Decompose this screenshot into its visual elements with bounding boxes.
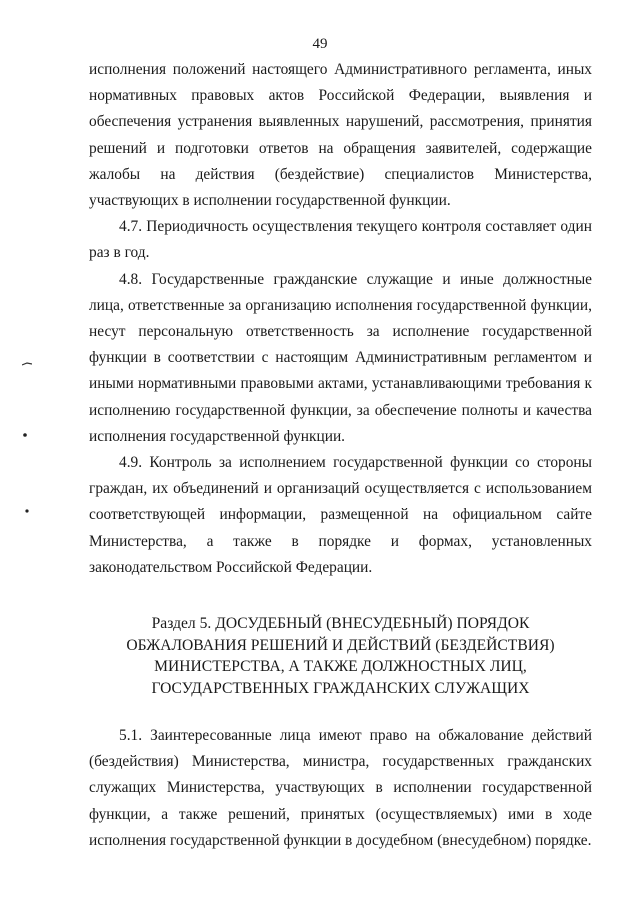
- paragraph-4-7: 4.7. Периодичность осуществления текущего контроля составляет один раз в год.: [89, 218, 592, 262]
- paragraph-4-8: 4.8. Государственные гражданские служащие и иные должностные лица, ответственные за организацию исполнения государственной функции, несут персональную ответственность за исполнение государственной функции в соответствии с настоящим Административным регламентом и иными нормативными правовыми актами, устанавливающими требования к исполнению государственной функции, за обеспечение полноты и качества исполнения государственной функции.: [89, 270, 592, 445]
- scan-mark: [24, 508, 30, 514]
- scan-mark: [22, 361, 32, 367]
- paragraph-continued: исполнения положений настоящего Административного регламента, иных нормативных правовых актов Российской Федерации, выявления и обеспечения устранения выявленных нарушений, рассмотрения, принятия решений и подготовки ответов на обращения заявителей, содержащие жалобы на действия (бездействие) специалистов Министерства, участвующих в исполнении государственной функции.: [89, 61, 592, 210]
- section-5-heading: [89, 613, 592, 699]
- section-heading-line: ОБЖАЛОВАНИЯ РЕШЕНИЙ И ДЕЙСТВИЙ (БЕЗДЕЙСТВИЯ): [126, 636, 555, 654]
- paragraph-5-1: 5.1. Заинтересованные лица имеют право на обжалование действий (бездействия) Министерства, министра, государственных гражданских служащих Министерства, участвующих в исполнении государственной функции, а также решений, принятых (осуществляемых) ими в ходе исполнения государственной функции в досудебном (внесудебном) порядке.: [89, 727, 592, 849]
- page-number: 49: [312, 36, 328, 52]
- scan-mark: [22, 432, 28, 438]
- section-heading-line: ГОСУДАРСТВЕННЫХ ГРАЖДАНСКИХ СЛУЖАЩИХ: [151, 679, 530, 697]
- paragraph-4-9: 4.9. Контроль за исполнением государственной функции со стороны граждан, их объединений и организаций осуществляется с использованием соответствующей информации, размещенной на официальном сайте Министерства, а также в порядке и формах, установленных законодательством Российской Федерации.: [89, 454, 592, 576]
- section-heading-line: Раздел 5. ДОСУДЕБНЫЙ (ВНЕСУДЕБНЫЙ) ПОРЯДОК: [151, 615, 530, 633]
- document-body: [89, 57, 592, 854]
- section-heading-line: МИНИСТЕРСТВА, А ТАКЖЕ ДОЛЖНОСТНЫХ ЛИЦ,: [154, 658, 527, 676]
